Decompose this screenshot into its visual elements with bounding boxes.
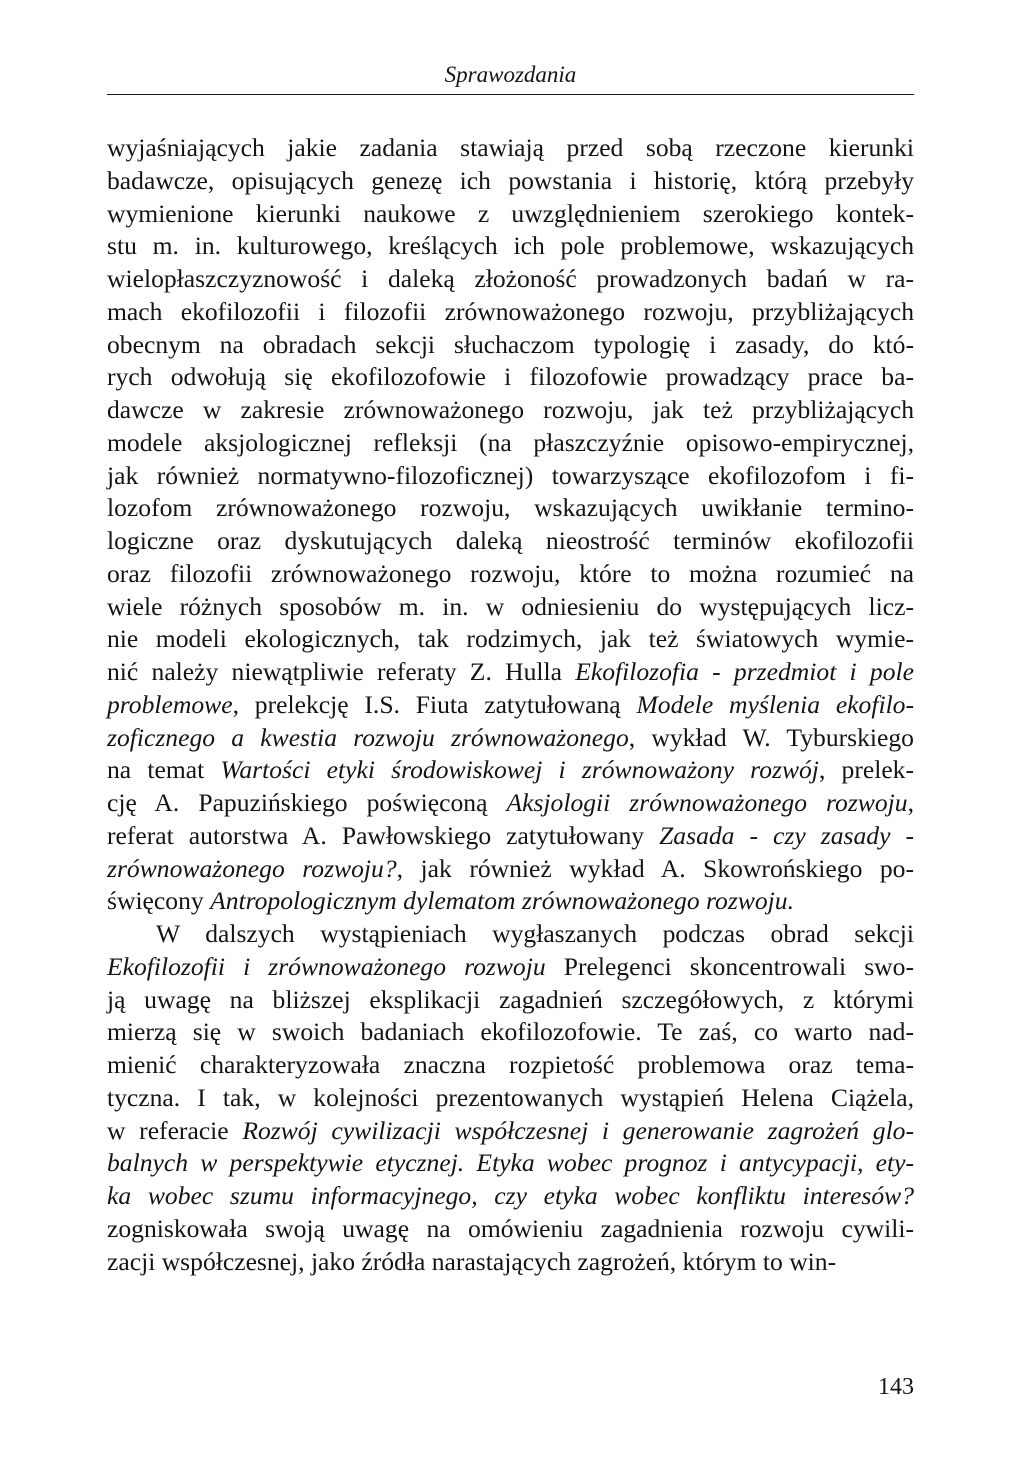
text-line — [107, 623, 914, 656]
text-segment: , prelek- — [818, 755, 914, 785]
page-number: 143 — [878, 1374, 914, 1400]
text-line — [107, 296, 914, 329]
text-segment: wymienione kierunki naukowe z uwzględnieniem szerokiego kontek- — [107, 198, 914, 228]
text-segment: wyjaśniających jakie zadania stawiają przed sobą rzeczone kierunki — [107, 133, 914, 162]
text-segment: stu m. in. kulturowego, kreślących ich pole problemowe, wskazujących — [107, 231, 914, 261]
text-line — [107, 460, 914, 493]
italic-title-segment: zrównoważonego rozwoju? — [107, 853, 397, 883]
text-segment: wielopłaszczyznowość i daleką złożoność prowadzonych badań w ra- — [107, 264, 914, 293]
text-segment: mach ekofilozofii i filozofii zrównoważonego rozwoju, przybliżających — [107, 296, 914, 326]
text-line — [107, 198, 914, 231]
text-segment: zacji współczesnej, jako źródła narastających zagrożeń, którym to win- — [107, 1246, 837, 1276]
body-text — [107, 132, 914, 1278]
text-segment: modele aksjologicznej refleksji (na płaszczyźnie opisowo-empirycznej, — [107, 427, 914, 457]
text-line — [107, 329, 914, 362]
text-line — [107, 361, 914, 394]
text-line — [107, 230, 914, 263]
text-segment: ją uwagę na bliższej eksplikacji zagadnień szczegółowych, z którymi — [107, 984, 914, 1014]
text-line — [107, 1147, 914, 1180]
text-line — [107, 689, 914, 722]
text-segment: jak również normatywno-filozoficznej) towarzyszące ekofilozofom i fi- — [107, 460, 914, 490]
italic-title-segment: problemowe — [107, 689, 233, 719]
text-segment: obecnym na obradach sekcji słuchaczom typologię i zasady, do któ- — [107, 329, 914, 359]
text-line — [107, 951, 914, 984]
text-line — [107, 1115, 914, 1148]
text-segment: Prelegenci skoncentrowali swo- — [545, 951, 914, 981]
running-head: Sprawozdania — [444, 62, 577, 87]
text-line — [107, 853, 914, 886]
text-segment: cję A. Papuzińskiego poświęconą — [107, 788, 507, 817]
text-line — [107, 558, 914, 591]
text-segment: nić należy niewątpliwie referaty Z. Hulla — [107, 657, 576, 686]
text-segment: oraz filozofii zrównoważonego rozwoju, które to można rozumieć na — [107, 558, 914, 588]
text-line — [107, 1180, 914, 1213]
italic-title-segment: balnych w perspektywie etycznej. Etyka wobec prognoz i antycypacji, ety- — [107, 1148, 914, 1178]
header-rule — [107, 94, 914, 95]
text-line — [107, 492, 914, 525]
text-line — [107, 427, 914, 460]
italic-title-segment: Rozwój cywilizacji współczesnej i generowanie zagrożeń glo- — [242, 1115, 915, 1145]
italic-title-segment: Wartości etyki środowiskowej i zrównoważony rozwój — [220, 755, 819, 785]
text-segment: referat autorstwa A. Pawłowskiego zatytułowany — [107, 820, 660, 850]
text-line — [107, 132, 914, 165]
text-segment: logiczne oraz dyskutujących daleką nieostrość terminów ekofilozofii — [107, 526, 914, 555]
text-line — [107, 918, 914, 951]
text-line — [107, 525, 914, 558]
text-line — [107, 1082, 914, 1115]
text-segment: badawcze, opisujących genezę ich powstania i historię, którą przebyły — [107, 165, 914, 195]
text-segment: dawcze w zakresie zrównoważonego rozwoju, jak też przybliżających — [107, 395, 914, 424]
text-line — [107, 165, 914, 198]
text-segment: święcony — [107, 886, 211, 916]
text-line — [107, 885, 914, 918]
text-segment: , jak również wykład A. Skowrońskiego po- — [396, 853, 914, 883]
text-line — [107, 656, 914, 689]
text-segment: wiele różnych sposobów m. in. w odniesieniu do występujących licz- — [107, 591, 914, 621]
text-line — [107, 820, 914, 853]
text-line — [107, 787, 914, 820]
text-line — [107, 984, 914, 1017]
text-segment: tyczna. I tak, w kolejności prezentowanych wystąpień Helena Ciążela, — [107, 1082, 914, 1112]
italic-title-segment: Ekofilozofia - przedmiot i pole — [575, 657, 914, 686]
text-segment: nie modeli ekologicznych, tak rodzimych, jak też światowych wymie- — [107, 624, 914, 654]
text-segment: lozofom zrównoważonego rozwoju, wskazujących uwikłanie termino- — [107, 493, 914, 523]
text-line — [107, 1016, 914, 1049]
text-segment: w referacie — [107, 1115, 243, 1145]
text-line — [107, 1246, 914, 1279]
text-line — [107, 394, 914, 427]
text-line — [107, 1049, 914, 1082]
italic-title-segment: ka wobec szumu informacyjnego, czy etyka wobec konfliktu interesów? — [107, 1181, 914, 1210]
text-segment: rych odwołują się ekofilozofowie i filozofowie prowadzący prace ba- — [107, 362, 914, 392]
italic-title-segment: Aksjologii zrównoważonego rozwoju — [506, 788, 908, 817]
text-segment: mierzą się w swoich badaniach ekofilozofowie. Te zaś, co warto nad- — [107, 1017, 914, 1047]
text-segment: na temat — [107, 755, 221, 785]
text-segment: , prelekcję I.S. Fiuta zatytułowaną — [232, 689, 637, 719]
italic-title-segment: zoficznego a kwestia rozwoju zrównoważonego — [107, 722, 629, 752]
text-segment: , — [907, 788, 914, 817]
text-segment: , wykład W. Tyburskiego — [628, 722, 914, 752]
text-segment: zogniskowała swoją uwagę na omówieniu zagadnienia rozwoju cywili- — [107, 1213, 914, 1243]
italic-title-segment: Modele myślenia ekofilo- — [636, 689, 914, 719]
text-line — [107, 591, 914, 624]
document-page — [107, 0, 914, 1469]
italic-title-segment: Antropologicznym dylematom zrównoważonego rozwoju. — [210, 886, 794, 916]
text-segment: W dalszych wystąpieniach wygłaszanych podczas obrad sekcji — [156, 919, 914, 948]
text-line — [107, 754, 914, 787]
text-line — [107, 263, 914, 296]
italic-title-segment: Ekofilozofii i zrównoważonego rozwoju — [107, 951, 546, 981]
text-line — [107, 1213, 914, 1246]
text-segment: mienić charakteryzowała znaczna rozpietość problemowa oraz tema- — [107, 1050, 914, 1079]
text-line — [107, 722, 914, 755]
italic-title-segment: Zasada - czy zasady - — [659, 820, 914, 850]
